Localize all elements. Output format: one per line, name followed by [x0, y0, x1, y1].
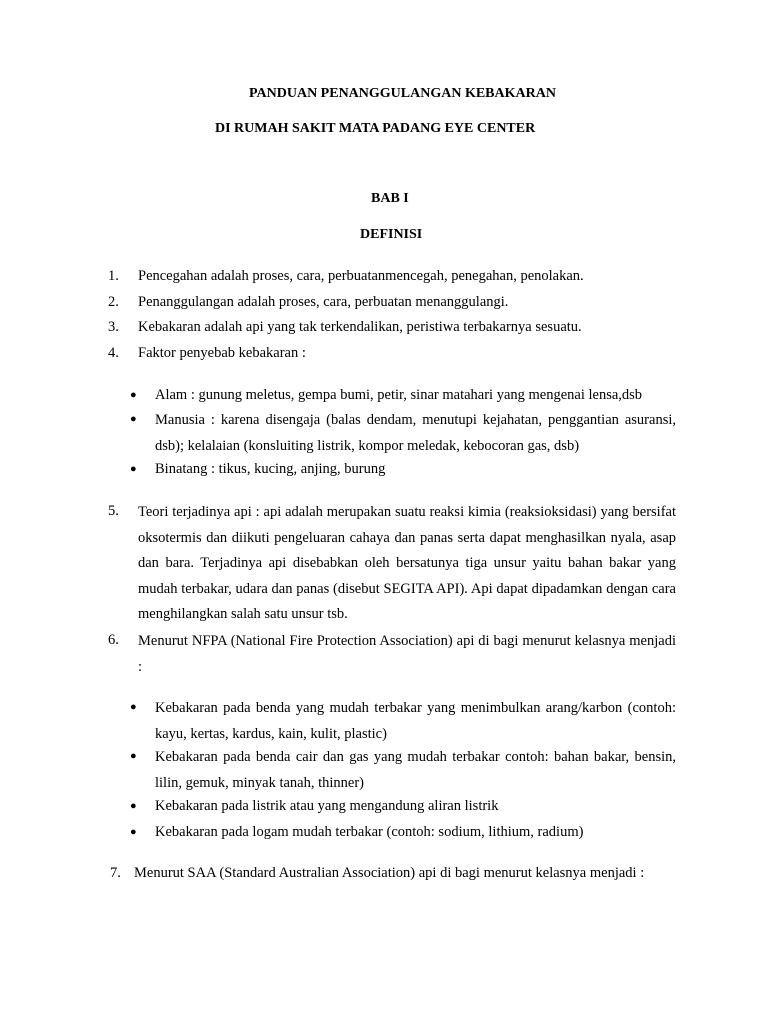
document-title-line-1: PANDUAN PENANGGULANGAN KEBAKARAN — [249, 86, 556, 101]
bullet-icon: ● — [130, 800, 137, 812]
list-item-number: 7. — [110, 865, 121, 881]
list-item-number: 3. — [108, 319, 119, 335]
document-title-line-2: DI RUMAH SAKIT MATA PADANG EYE CENTER — [215, 121, 536, 136]
bullet-icon: ● — [130, 701, 137, 713]
nfpa-class-text: Kebakaran pada benda yang mudah terbakar yang menimbulkan arang/karbon (contoh: kayu, kertas, kardus, kain, kulit, plastic) — [155, 700, 676, 742]
list-item-text: Penanggulangan adalah proses, cara, perbuatan menanggulangi. — [138, 294, 509, 310]
list-item-number: 2. — [108, 294, 119, 310]
cause-text: Alam : gunung meletus, gempa bumi, petir, sinar matahari yang mengenai lensa,dsb — [155, 387, 643, 403]
list-item-text: Faktor penyebab kebakaran : — [138, 345, 306, 361]
list-item-text: Pencegahan adalah proses, cara, perbuatanmencegah, penegahan, penolakan. — [138, 268, 584, 284]
list-item-number: 6. — [108, 632, 119, 648]
bullet-icon: ● — [130, 750, 137, 762]
list-item-number: 5. — [108, 503, 119, 519]
chapter-title: DEFINISI — [360, 227, 423, 242]
cause-text: Binatang : tikus, kucing, anjing, burung — [155, 461, 386, 477]
list-item-text: Kebakaran adalah api yang tak terkendalikan, peristiwa terbakarnya sesuatu. — [138, 319, 582, 335]
chapter-number: BAB I — [371, 191, 409, 206]
bullet-icon: ● — [130, 413, 137, 425]
bullet-icon: ● — [130, 463, 137, 475]
bullet-icon: ● — [130, 389, 137, 401]
list-item-number: 1. — [108, 268, 119, 284]
cause-text: Manusia : karena disengaja (balas dendam, menutupi kejahatan, penggantian asuransi, dsb); kelalaian (konsluiting listrik, kompor meledak, kebocoran gas, dsb) — [155, 412, 676, 454]
bullet-icon: ● — [130, 826, 137, 838]
list-item-text: Menurut NFPA (National Fire Protection Association) api di bagi menurut kelasnya menjadi : — [138, 633, 676, 675]
list-item-text: Menurut SAA (Standard Australian Association) api di bagi menurut kelasnya menjadi : — [134, 865, 645, 881]
list-item-number: 4. — [108, 345, 119, 361]
nfpa-class-text: Kebakaran pada logam mudah terbakar (contoh: sodium, lithium, radium) — [155, 824, 584, 840]
list-item-text: Teori terjadinya api : api adalah merupakan suatu reaksi kimia (reaksioksidasi) yang bersifat oksotermis dan diikuti pengeluaran cahaya dan panas serta dapat menghasilkan nyala, asap dan bara. Terjadinya api disebabkan oleh bersatunya tiga unsur yaitu bahan bakar yang mudah terbakar, udara dan panas (disebut SEGITA API). Api dapat dipadamkan dengan cara menghilangkan salah satu unsur tsb. — [138, 504, 676, 623]
nfpa-class-text: Kebakaran pada benda cair dan gas yang mudah terbakar contoh: bahan bakar, bensin, lilin, gemuk, minyak tanah, thinner) — [155, 749, 676, 791]
nfpa-class-text: Kebakaran pada listrik atau yang mengandung aliran listrik — [155, 798, 499, 814]
